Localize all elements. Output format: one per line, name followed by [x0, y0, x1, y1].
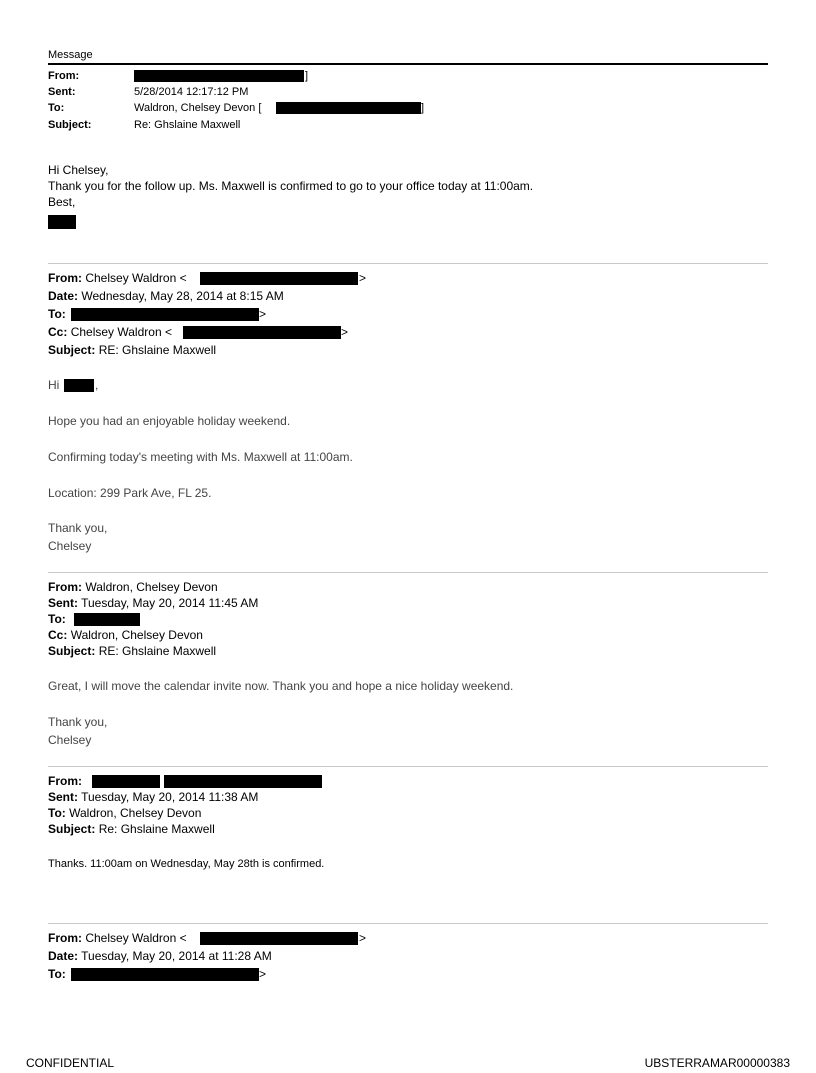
msg2-subject-value: RE: Ghslaine Maxwell: [98, 343, 217, 357]
msg3-sent-label: Sent:: [48, 596, 78, 610]
msg2-cc-gt: >: [341, 325, 349, 339]
header-rule: [48, 63, 768, 65]
msg3-cc: [48, 628, 203, 643]
msg2-from: [48, 271, 187, 286]
msg4-sent-value: Tuesday, May 20, 2014 11:38 AM: [81, 790, 259, 804]
message-title: Message: [48, 49, 93, 61]
redaction: [276, 102, 421, 114]
header-from-label: From:: [48, 70, 80, 82]
msg2-date-label: Date:: [48, 289, 79, 303]
header-to-value: Waldron, Chelsey Devon [: [134, 102, 262, 114]
msg2-cc-value: Chelsey Waldron <: [70, 325, 172, 339]
msg4-to-label: To:: [48, 806, 66, 820]
header-subject-value: Re: Ghslaine Maxwell: [134, 119, 241, 131]
body1-greeting: Hi Chelsey,: [48, 163, 109, 177]
msg2-to-gt: >: [259, 307, 267, 321]
separator: [48, 263, 768, 264]
msg2-p2: Confirming today's meeting with Ms. Maxwell at 11:00am.: [48, 450, 353, 464]
msg5-from-gt: >: [359, 931, 367, 945]
msg4-sent-label: Sent:: [48, 790, 78, 804]
msg4-to-value: Waldron, Chelsey Devon: [69, 806, 202, 820]
msg2-p4b: Chelsey: [48, 539, 92, 553]
redaction: [200, 272, 358, 285]
msg3-p2a: Thank you,: [48, 715, 108, 729]
msg5-from: [48, 931, 187, 946]
redaction: [64, 379, 94, 392]
redaction: [183, 326, 341, 339]
redaction: [200, 932, 358, 945]
msg3-subject-value: RE: Ghslaine Maxwell: [98, 644, 217, 658]
msg2-p3: Location: 299 Park Ave, FL 25.: [48, 486, 212, 500]
msg2-date-value: Wednesday, May 28, 2014 at 8:15 AM: [81, 289, 284, 303]
msg4-subject-value: Re: Ghslaine Maxwell: [98, 822, 215, 836]
msg4-p1: Thanks. 11:00am on Wednesday, May 28th is confirmed.: [48, 858, 325, 870]
header-to-bracket: ]: [421, 102, 425, 114]
header-sent-label: Sent:: [48, 86, 76, 98]
msg2-from-label: From:: [48, 271, 82, 285]
separator: [48, 766, 768, 767]
msg2-hi-comma: ,: [95, 378, 99, 392]
msg3-p2b: Chelsey: [48, 733, 92, 747]
msg2-cc: [48, 325, 172, 340]
footer-bates-number: UBSTERRAMAR00000383: [644, 1056, 790, 1070]
msg5-from-value: Chelsey Waldron <: [85, 931, 187, 945]
msg3-to-label: To:: [48, 612, 66, 626]
msg2-hi: Hi: [48, 378, 60, 392]
msg2-from-gt: >: [359, 271, 367, 285]
redaction: [71, 308, 259, 321]
msg5-to-label: To:: [48, 967, 66, 981]
msg2-to-label: To:: [48, 307, 66, 321]
msg4-subject: [48, 822, 215, 837]
msg5-from-label: From:: [48, 931, 82, 945]
header-subject-label: Subject:: [48, 119, 92, 131]
msg3-cc-label: Cc:: [48, 628, 68, 642]
msg5-to-gt: >: [259, 967, 267, 981]
msg5-date: [48, 949, 272, 964]
msg2-p4a: Thank you,: [48, 521, 108, 535]
msg4-sent: [48, 790, 258, 805]
redaction: [48, 215, 76, 229]
separator: [48, 572, 768, 573]
msg3-cc-value: Waldron, Chelsey Devon: [70, 628, 203, 642]
msg3-sent-value: Tuesday, May 20, 2014 11:45 AM: [81, 596, 259, 610]
msg4-to: [48, 806, 201, 821]
msg3-from-value: Waldron, Chelsey Devon: [85, 580, 218, 594]
msg3-subject-label: Subject:: [48, 644, 96, 658]
msg2-p1: Hope you had an enjoyable holiday weekend.: [48, 414, 291, 428]
msg5-date-label: Date:: [48, 949, 79, 963]
msg2-cc-label: Cc:: [48, 325, 68, 339]
msg3-sent: [48, 596, 258, 611]
redaction: [92, 775, 160, 788]
footer-confidential: CONFIDENTIAL: [26, 1056, 115, 1070]
separator: [48, 923, 768, 924]
redaction: [74, 613, 140, 626]
msg4-subject-label: Subject:: [48, 822, 96, 836]
msg2-subject-label: Subject:: [48, 343, 96, 357]
msg5-date-value: Tuesday, May 20, 2014 at 11:28 AM: [81, 949, 272, 963]
redaction: [134, 70, 304, 82]
msg3-from: [48, 580, 218, 595]
msg3-subject: [48, 644, 216, 659]
msg4-from-label: From:: [48, 774, 82, 788]
redaction: [164, 775, 322, 788]
msg3-from-label: From:: [48, 580, 82, 594]
msg2-subject: [48, 343, 216, 358]
msg2-date: [48, 289, 284, 304]
msg2-from-value: Chelsey Waldron <: [85, 271, 187, 285]
header-from-bracket: ]: [305, 70, 309, 82]
redaction: [71, 968, 259, 981]
body1-line: Thank you for the follow up. Ms. Maxwell is confirmed to go to your office today at 11:00am.: [48, 179, 534, 193]
msg3-p1: Great, I will move the calendar invite now. Thank you and hope a nice holiday weekend.: [48, 679, 514, 693]
body1-signoff: Best,: [48, 195, 76, 209]
header-to-label: To:: [48, 102, 65, 114]
header-sent-value: 5/28/2014 12:17:12 PM: [134, 86, 249, 98]
